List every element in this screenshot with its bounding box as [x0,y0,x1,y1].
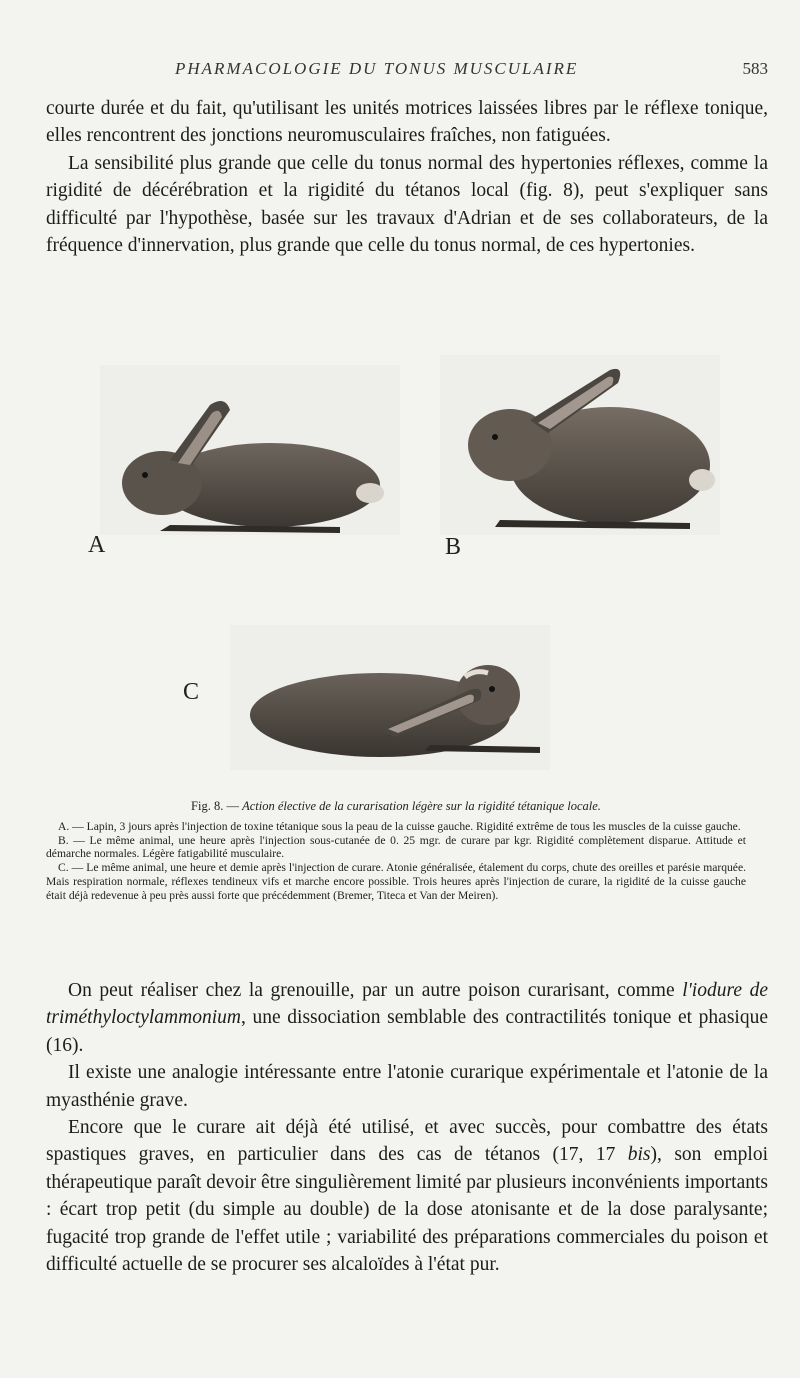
caption-item-a: A. — Lapin, 3 jours après l'injection de toxine tétanique sous la peau de la cuisse gauche. Rigidité extrême de tous les muscles de la cuisse gauche. [58,819,741,833]
paragraph: La sensibilité plus grande que celle du tonus normal des hypertonies réflexes, comme la rigidité de décérébration et la rigidité du tétanos local (fig. 8), peut s'expliquer sans difficulté par l'hypothèse, basée sur les travaux d'Adrian et de ses collaborateurs, de la fréquence d'innervation, plus grande que celle du tonus normal, de ces hypertonies. [46,152,768,257]
text-run: Encore que le curare ait déjà été utilisé, et avec succès, pour combattre des états spastiques graves, en particulier dans des cas de tétanos (17, 17 [46,1117,768,1166]
page-header [0,55,800,85]
bottom-paragraphs [46,977,768,1278]
rabbit-photo-c [230,625,550,770]
figure-caption [46,800,746,903]
paragraph [46,1114,768,1278]
rabbit-photo-a [100,365,400,535]
chemical-name: l'iodure de triméthyloctylammonium [46,980,768,1029]
paragraph: courte durée et du fait, qu'utilisant les unités motrices laissées libres par le réflexe tonique, elles rencontrent des jonctions neuromusculaires fraîches, non fatiguées. [46,98,768,147]
panel-label-c: C [183,679,200,705]
paragraph [46,977,768,1059]
caption-title-text: Action élective de la curarisation légère sur la rigidité tétanique locale. [242,799,601,813]
page-number: 583 [742,59,768,78]
rabbit-photo-b [440,355,720,535]
text-run: ), son emploi thérapeutique paraît devoir être singulièrement limité par plusieurs inconvénients importants : écart trop petit (du simple au double) de la dose atonisante et de la dose paralysante; fugacité trop grande de l'effet utile ; variabilité des préparations commerciales du poison et difficulté actuelle de se procurer ses alcaloïdes à l'état pur. [46,1144,768,1276]
top-paragraphs [46,95,768,259]
caption-item-c: C. — Le même animal, une heure et demie après l'injection de curare. Atonie généralisée, étalement du corps, chute des oreilles et parésie marquée. Mais respiration normale, réflexes tendineux vifs et marche encore possible. Trois heures après l'injection de curare, la rigidité de la cuisse gauche était déjà redevenue à peu près aussi forte que précédemment (Bremer, Titeca et Van der Meiren). [46,861,746,902]
caption-item-b: B. — Le même animal, une heure après l'injection sous-cutanée de 0. 25 mgr. de curare par kgr. Rigidité complètement disparue. Attitude et démarche normales. Légère fatigabilité musculaire. [46,833,746,861]
caption-fig-number: Fig. 8. — [191,799,239,813]
paragraph: Il existe une analogie intéressante entre l'atonie curarique expérimentale et l'atonie de la myasthénie grave. [46,1062,768,1111]
panel-label-b: B [445,534,462,560]
text-run: , une dissociation semblable des contractilités tonique et phasique (16). [46,1007,768,1056]
text-run: On peut réaliser chez la grenouille, par un autre poison curarisant, comme [68,980,683,1001]
caption-title [46,800,746,814]
figure-8 [80,355,720,775]
emphasis: bis [627,1144,651,1166]
running-title: PHARMACOLOGIE DU TONUS MUSCULAIRE [175,59,579,78]
panel-label-a: A [88,532,106,558]
